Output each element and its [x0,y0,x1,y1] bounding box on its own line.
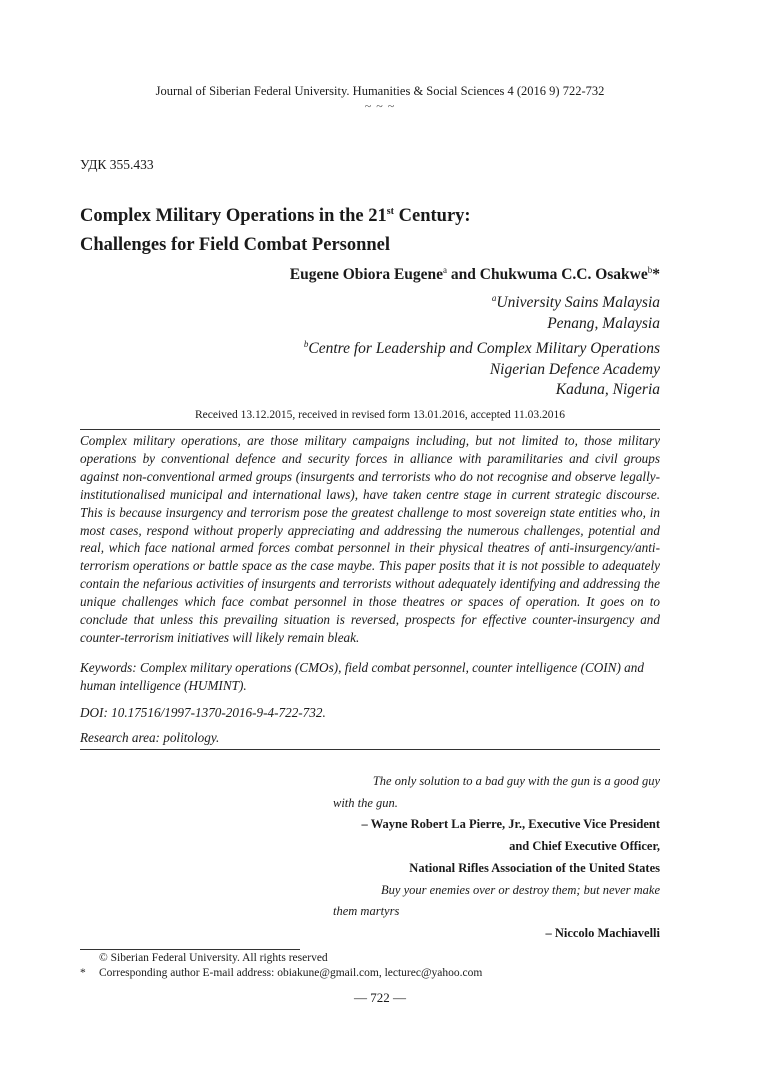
quote-2-line-2: them martyrs [333,904,400,919]
title-line-2: Challenges for Field Combat Personnel [80,235,391,256]
keywords: Keywords: Complex military operations (CMOs), field combat personnel, counter intelligence (COIN) and human intelligence (HUMINT). [80,660,644,693]
journal-header: Journal of Siberian Federal University. Humanities & Social Sciences 4 (2016 9) 722-732 [155,84,605,98]
footnote-rule [80,949,300,950]
affiliation-a-city: Penang, Malaysia [547,314,660,332]
corresponding-mark-footnote: * [80,967,86,979]
abstract: Complex military operations, are those military campaigns including, but not limited to, those military operations by conventional defence and security forces in alliance with paramilitaries and civil groups against non-conventional armed groups (insurgents and terrorists who do not recognise and observe legally-institutionalised municipal and international laws), have taken centre stage in current strategic discourse. This is because insurgency and terrorism pose the greatest challenge to most sovereign state entities who, in most cases, respond without properly appreciating and addressing the numerous challenges, potential and real, which face national armed forces combat personnel in their physical theatres of anti-insurgency/anti-terrorism operations or battle space as the case maybe. This paper posits that it is not possible to adequately contain the nefarious activities of insurgents and terrorists without adequately identifying and addressing the unique challenges which face combat personnel in those theatres or spaces of operation. It goes on to conclude that unless this prevailing situation is reversed, prospects for effective counter-insurgency and counter-terrorism initiatives will likely remain bleak. [80,433,660,645]
affiliation-a: $^a$University Sains Malaysia [491,293,660,312]
doi: DOI: 10.17516/1997-1370-2016-9-4-722-732. [80,705,326,720]
paper-title [80,197,471,260]
attribution-2: – Niccolo Machiavelli [545,925,660,940]
affiliation-b-org: Nigerian Defence Academy [489,360,660,378]
title-line-1: Complex Military Operations in the 21st Century: [80,206,471,227]
corresponding-mark: * [652,266,660,284]
quote-1-line-1: The only solution to a bad guy with the gun is a good guy [372,774,660,788]
research-area: Research area: politology. [80,730,220,745]
abstract-top-rule [80,429,660,430]
page-number: — 722 — [354,990,406,1005]
author-2-mark: b [647,265,653,275]
header-separator: ~ ~ ~ [364,99,396,113]
corresponding-author-note: Corresponding author E-mail address: obiakune@gmail.com, lecturec@yahoo.com [99,967,483,979]
author-2: Chukwuma C.C. Osakwe [479,266,648,284]
attribution-1-line-1: – Wayne Robert La Pierre, Jr., Executive Vice President [361,817,660,832]
quote-2-line-1: Buy your enemies over or destroy them; but never make [381,882,660,897]
abstract-bottom-rule [80,749,660,750]
epigraph-block [333,771,660,945]
received-dates: Received 13.12.2015, received in revised form 13.01.2016, accepted 11.03.2016 [194,409,566,421]
copyright-note: © Siberian Federal University. All rights reserved [99,952,328,964]
affiliations [240,288,660,401]
attribution-1-line-2: and Chief Executive Officer, [509,839,660,854]
quote-1-line-2: with the gun. [333,795,398,810]
affiliation-b-city: Kaduna, Nigeria [555,381,660,399]
author-1-mark: a [443,265,448,275]
affiliation-b: $^b$Centre for Leadership and Complex Military Operations [303,339,660,358]
attribution-1-line-3: National Rifles Association of the United States [409,860,660,875]
author-1: Eugene Obiora Eugene [289,266,444,284]
author-list: Eugene Obiora Eugene$^a$ and Chukwuma C.C. Osakwe$^b$* [289,265,660,284]
udk-code: УДК 355.433 [80,157,154,172]
